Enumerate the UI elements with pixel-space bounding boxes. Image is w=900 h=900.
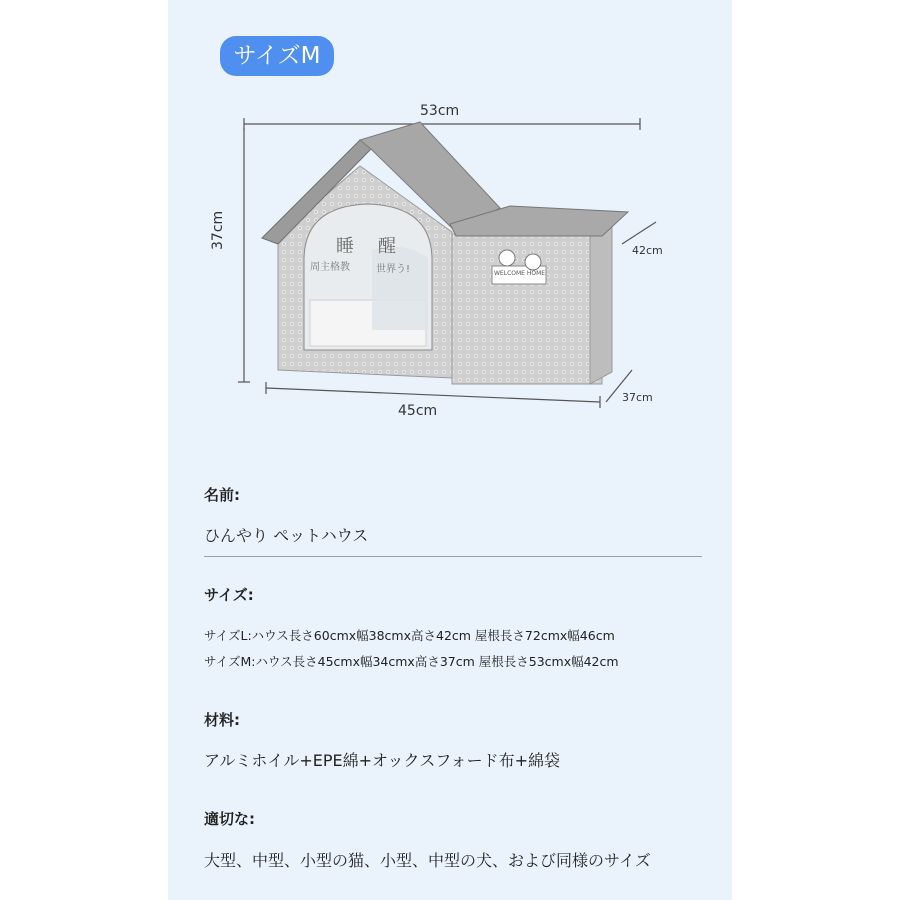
height-line — [238, 128, 250, 382]
name-value: ひんやり ペットハウス — [204, 526, 369, 545]
roof-length-line — [244, 118, 640, 130]
door-caption-right: 世界う! — [376, 264, 411, 275]
section-divider — [204, 556, 702, 557]
cat-face-right — [525, 254, 541, 270]
suitable-label: 適切な: — [204, 810, 255, 828]
suitable-value: 大型、中型、小型の猫、小型、中型の犬、および同様のサイズ — [204, 851, 651, 870]
material-label: 材料: — [204, 711, 240, 729]
size-label: サイズ: — [204, 586, 254, 604]
plaque-text: WELCOME HOME — [494, 270, 546, 277]
roof-length-label: 53cm — [420, 103, 460, 119]
size-badge: サイズM — [220, 36, 334, 76]
door-glyph-left: 睡 — [336, 236, 354, 257]
cat-face-left — [499, 250, 515, 266]
house-length-label: 45cm — [398, 403, 438, 419]
size-line-m: サイズM:ハウス長さ45cmx幅34cmx高さ37cm 屋根長さ53cmx幅42cm — [204, 654, 619, 669]
name-label: 名前: — [204, 486, 240, 504]
size-line-l: サイズL:ハウス長さ60cmx幅38cmx高さ42cm 屋根長さ72cmx幅46cm — [204, 628, 615, 643]
door-glyph-right: 醒 — [378, 236, 396, 257]
roof-width-label: 42cm — [632, 244, 663, 257]
house-right-edge — [590, 222, 612, 384]
height-label: 37cm — [210, 210, 226, 250]
material-value: アルミホイル+EPE綿+オックスフォード布+綿袋 — [204, 751, 561, 770]
house-width-label: 37cm — [622, 391, 653, 404]
door-caption-left: 周主格教 — [310, 262, 350, 273]
roof-width-line — [622, 222, 656, 244]
door-pattern — [372, 246, 428, 330]
